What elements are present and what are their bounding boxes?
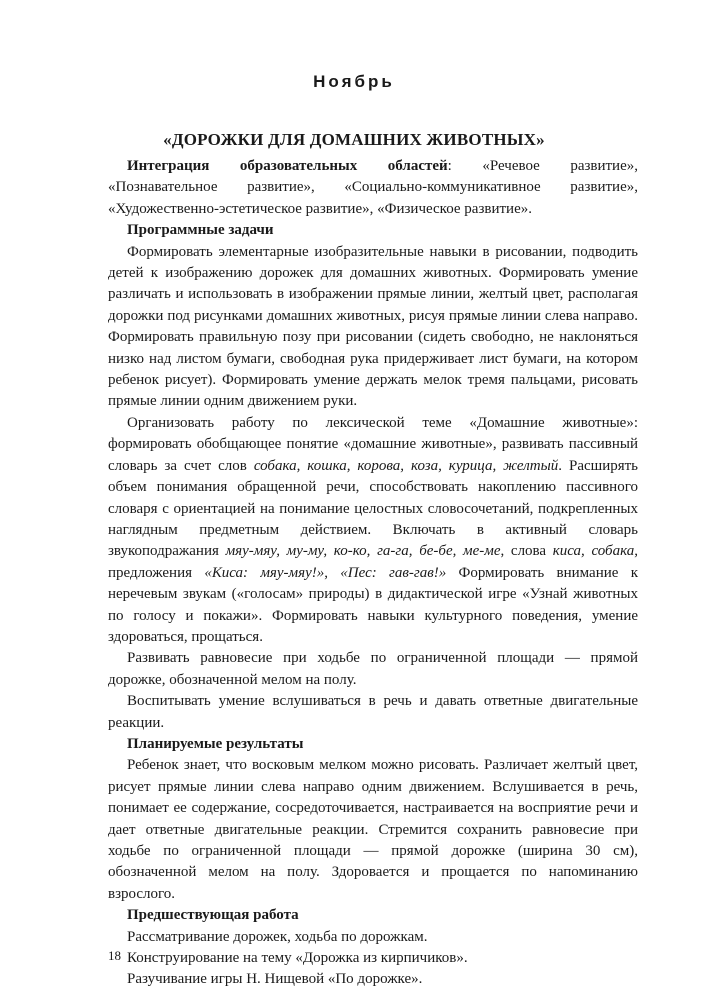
p2-text-f: Формировать внимание к неречевым звукам («голосам» природы) в дидактической игре «Узнай животных по голосу и покажи». Формировать навыки культурного поведения, умение здороваться, прощаться. (108, 564, 639, 645)
lesson-title: «ДОРОЖКИ ДЛЯ ДОМАШНИХ ЖИВОТНЫХ» (163, 130, 545, 149)
integration-text: : «Речевое развитие», «Познавательное развитие», «Социально-коммуникативное развитие», «Художественно-эстетическое развитие», «Физическое развитие». (108, 158, 638, 217)
page-number: 18 (108, 948, 121, 963)
p2-text-d: , предложения (108, 543, 638, 581)
results-paragraph: Ребенок знает, что восковым мелком можно рисовать. Различает желтый цвет, рисует прямые линии слева направо одним движением. Вслушивается в речь, понимает ее содержание, сосредоточивается, настраивается на восприятие речи и дает ответные двигательные реакции. Стремится сохранить равновесие при ходьбе по ограниченной площади — прямой дорожке (ширина 30 см), обозначенной мелом на полу. Здоровается и прощается по напоминанию взрослого. (108, 757, 638, 902)
body-text (108, 156, 638, 991)
month-header: Ноябрь (313, 72, 395, 91)
results-heading: Планируемые результаты (127, 735, 304, 752)
p2-phrase-1: «Киса: мяу-мяу!» (204, 564, 325, 581)
p2-phrase-2: «Пес: гав-гав!» (340, 564, 447, 581)
previous-heading: Предшествующая работа (127, 907, 299, 924)
p2-text-e: , (324, 564, 341, 581)
p2-words: собака, кошка, корова, коза, курица, желтый (253, 457, 559, 474)
p2-sounds: мяу-мяу, му-му, ко-ко, га-га, бе-бе, ме-ме (225, 543, 501, 560)
previous-item: Разучивание игры Н. Нищевой «По дорожке». (127, 971, 423, 988)
integration-label: Интеграция образовательных областей (127, 158, 448, 174)
tasks-paragraph-1: Формировать элементарные изобразительные навыки в рисовании, подводить детей к изображению дорожек для домашних животных. Формировать умение различать и использовать в изображении прямые линии, желтый цвет, располагая дорожки под рисунками домашних животных, рисуя прямые линии слева направо. Формировать правильную позу при рисовании (сидеть свободно, не наклоняться низко над листом бумаги, свободная рука придерживает лист бумаги, на котором ребенок рисует). Формировать умение держать мелок тремя пальцами, рисовать прямые линии одним движением руки. (108, 243, 638, 410)
p2-words2: киса, собака (552, 543, 635, 560)
tasks-heading: Программные задачи (127, 222, 274, 239)
previous-item: Конструирование на тему «Дорожка из кирпичиков». (127, 950, 468, 967)
tasks-paragraph-4: Воспитывать умение вслушиваться в речь и давать ответные двигательные реакции. (108, 693, 638, 731)
p2-text-b: . Расширять объем понимания обращенной речи, способствовать накоплению пассивного словаря с ориентацией на понимание целостных словосочетаний, подкрепленных наглядным предметным действием. Включать в активный словарь звукоподражания (108, 457, 639, 560)
p2-text-a: Организовать работу по лексической теме «Домашние животные»: формировать обобщающее понятие «домашние животные», развивать пассивный словарь за счет слов (108, 414, 638, 474)
tasks-paragraph-2 (108, 413, 638, 648)
p2-text-c: , слова (500, 543, 553, 560)
tasks-paragraph-3: Развивать равновесие при ходьбе по ограниченной площади — прямой дорожке, обозначенной мелом на полу. (108, 650, 638, 688)
previous-item: Рассматривание дорожек, ходьба по дорожкам. (127, 928, 428, 945)
integration-paragraph (108, 156, 638, 220)
